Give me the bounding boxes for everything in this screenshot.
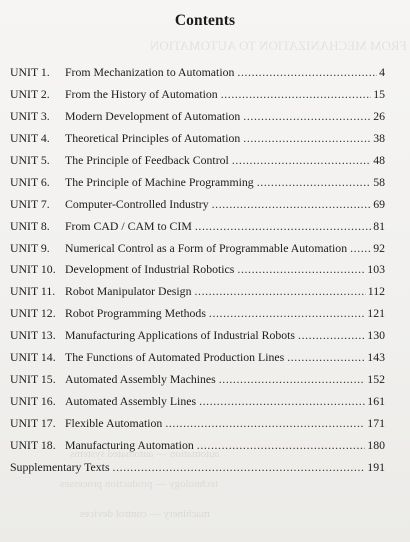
- page-number: 81: [373, 218, 385, 233]
- toc-entry: [10, 128, 385, 150]
- toc-entry: [10, 150, 385, 172]
- unit-title: The Principle of Machine Programming: [65, 174, 254, 189]
- page-number: 121: [367, 306, 385, 321]
- dot-leader: [195, 216, 371, 238]
- unit-number: UNIT 13.: [10, 328, 56, 343]
- unit-title: The Functions of Automated Production Lines: [65, 350, 285, 365]
- dot-leader: [165, 413, 365, 435]
- dot-leader: [350, 238, 371, 260]
- unit-number: UNIT 3.: [10, 108, 50, 123]
- toc-entry: [10, 106, 385, 128]
- unit-title: Modern Development of Automation: [65, 108, 241, 123]
- table-of-contents: [10, 62, 385, 479]
- page-number: 161: [367, 394, 385, 409]
- dot-leader: [298, 325, 365, 347]
- unit-title: The Principle of Feedback Control: [65, 152, 229, 167]
- unit-number: UNIT 9.: [10, 240, 50, 255]
- unit-number: UNIT 5.: [10, 152, 50, 167]
- page-number: 38: [373, 130, 385, 145]
- unit-title: Computer-Controlled Industry: [65, 196, 209, 211]
- toc-entry: [10, 62, 385, 84]
- dot-leader: [257, 172, 371, 194]
- dot-leader: [219, 369, 366, 391]
- dot-leader: [199, 391, 365, 413]
- page-number: 15: [373, 86, 385, 101]
- page-number: 143: [367, 350, 385, 365]
- unit-title: Automated Assembly Machines: [65, 372, 216, 387]
- unit-title: Theoretical Principles of Automation: [65, 130, 241, 145]
- unit-number: UNIT 2.: [10, 86, 50, 101]
- page-number: 58: [373, 174, 385, 189]
- page-number: 103: [367, 262, 385, 277]
- toc-entry: [10, 216, 385, 238]
- dot-leader: [237, 259, 365, 281]
- toc-entry: [10, 172, 385, 194]
- dot-leader: [212, 194, 372, 216]
- toc-entry: [10, 303, 385, 325]
- unit-title: Robot Manipulator Design: [65, 284, 192, 299]
- dot-leader: [209, 303, 365, 325]
- dot-leader: [232, 150, 371, 172]
- page-number: 4: [379, 65, 385, 79]
- unit-title: Manufacturing Automation: [65, 437, 194, 452]
- dot-leader: [243, 106, 371, 128]
- unit-title: From CAD / CAM to CIM: [65, 218, 192, 233]
- unit-number: UNIT 6.: [10, 174, 50, 189]
- toc-entry: [10, 325, 385, 347]
- unit-number: UNIT 17.: [10, 416, 56, 430]
- page-number: 152: [367, 372, 385, 387]
- unit-title: From the History of Automation: [65, 86, 218, 101]
- toc-entry: [10, 369, 385, 391]
- unit-title: Manufacturing Applications of Industrial Robots: [65, 328, 296, 343]
- unit-number: UNIT 12.: [10, 306, 56, 321]
- unit-title: Development of Industrial Robotics: [65, 262, 235, 277]
- dot-leader: [237, 62, 377, 84]
- unit-number: UNIT 11.: [10, 284, 56, 299]
- toc-entry: [10, 281, 385, 303]
- unit-number: UNIT 18.: [10, 437, 56, 452]
- toc-entry: [10, 259, 385, 281]
- page-number: 180: [367, 437, 385, 452]
- unit-number: UNIT 10.: [10, 262, 56, 277]
- unit-title: Robot Programming Methods: [65, 306, 206, 321]
- unit-title: Flexible Automation: [65, 416, 163, 430]
- toc-entry: [10, 347, 385, 369]
- dot-leader: [243, 128, 371, 150]
- page-number: 92: [373, 240, 385, 255]
- dot-leader: [194, 281, 365, 303]
- unit-number: UNIT 4.: [10, 130, 50, 145]
- page-number: 26: [373, 108, 385, 123]
- unit-title: From Mechanization to Automation: [65, 65, 235, 79]
- toc-entry: [10, 391, 385, 413]
- page-number: 130: [367, 328, 385, 343]
- dot-leader: [287, 347, 365, 369]
- unit-number: UNIT 16.: [10, 394, 56, 409]
- page-number: 171: [367, 416, 385, 430]
- page-number: 112: [367, 284, 385, 299]
- toc-entry: [10, 413, 385, 435]
- dot-leader: [221, 84, 372, 106]
- toc-entry: [10, 238, 385, 260]
- toc-entry: [10, 435, 385, 457]
- toc-entry: [10, 194, 385, 216]
- supplementary-title: Supplementary Texts: [10, 459, 110, 474]
- unit-number: UNIT 7.: [10, 196, 50, 211]
- dot-leader: [113, 457, 366, 479]
- unit-number: UNIT 15.: [10, 372, 56, 387]
- dot-leader: [197, 435, 366, 457]
- unit-title: Automated Assembly Lines: [65, 394, 197, 409]
- page-number: 48: [373, 152, 385, 167]
- bleed-through-texture: FROM MECHANIZATION TO AUTOMATION automation — automated systems technology — production processes machinery — control devices: [60, 38, 407, 520]
- unit-title: Numerical Control as a Form of Programmable Automation: [65, 240, 348, 255]
- unit-number: UNIT 1.: [10, 65, 50, 79]
- toc-entry-supplementary: [10, 457, 385, 479]
- unit-number: UNIT 8.: [10, 218, 50, 233]
- page-number: 191: [367, 459, 385, 474]
- toc-entry: [10, 84, 385, 106]
- unit-number: UNIT 14.: [10, 350, 56, 365]
- page-title: Contents: [174, 12, 236, 29]
- page-number: 69: [373, 196, 385, 211]
